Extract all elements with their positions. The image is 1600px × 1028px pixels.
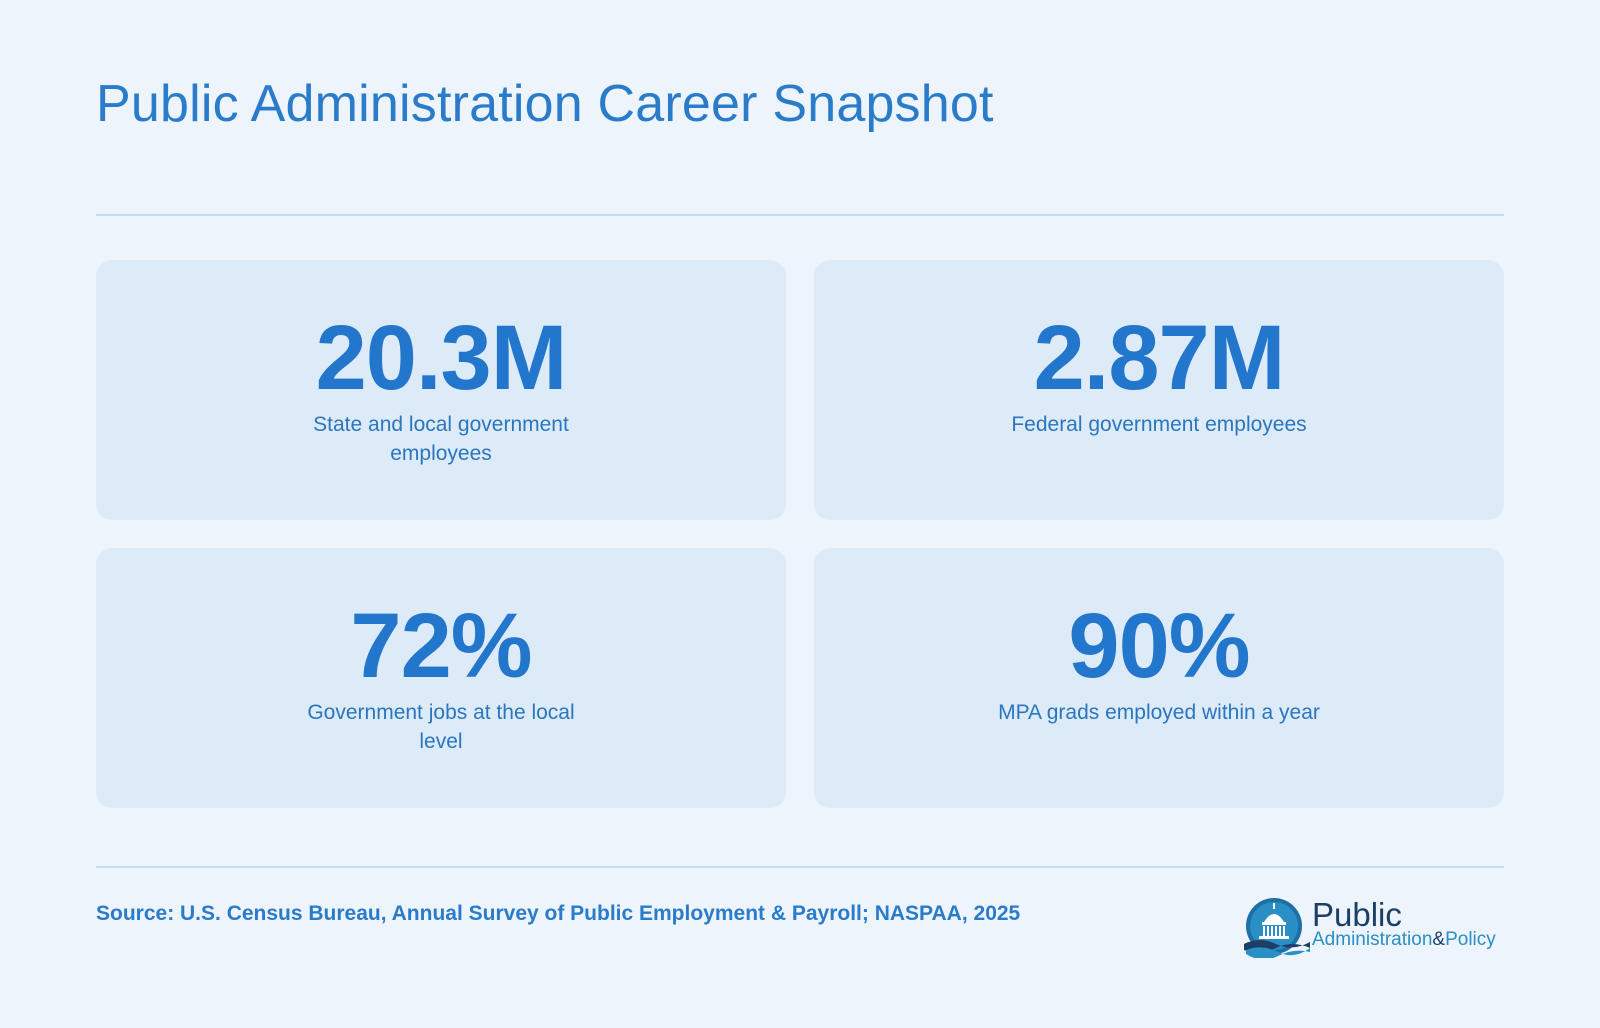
logo-tagline — [1312, 930, 1496, 949]
top-divider — [96, 214, 1504, 216]
stat-label: Government jobs at the local level — [307, 701, 575, 753]
logo-ampersand: & — [1432, 929, 1446, 950]
brand-logo — [1244, 896, 1506, 958]
logo-word-public: Public — [1312, 896, 1402, 933]
source-citation: Source: U.S. Census Bureau, Annual Survey of Public Employment & Payroll; NASPAA, 2025 — [96, 902, 1021, 925]
capitol-dome-icon — [1244, 896, 1310, 958]
stat-card-federal — [814, 260, 1504, 520]
bottom-divider — [96, 866, 1504, 868]
stat-label: MPA grads employed within a year — [998, 701, 1320, 724]
stat-value: 90% — [1068, 595, 1250, 697]
stat-value: 20.3M — [315, 307, 567, 409]
stat-card-mpa-grads — [814, 548, 1504, 808]
stat-value: 72% — [350, 595, 532, 697]
logo-word-administration: Administration — [1312, 929, 1433, 950]
stat-value: 2.87M — [1033, 307, 1285, 409]
logo-word-policy: Policy — [1445, 929, 1496, 950]
stat-label: Federal government employees — [1011, 413, 1307, 436]
stat-card-local-jobs — [96, 548, 786, 808]
page-title: Public Administration Career Snapshot — [96, 75, 994, 133]
stat-label: State and local government employees — [313, 413, 569, 465]
stat-card-state-local — [96, 260, 786, 520]
